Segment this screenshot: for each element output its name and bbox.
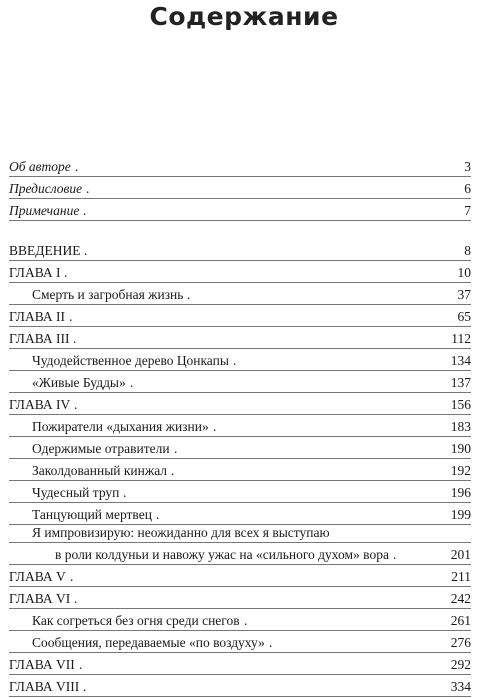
leader-dot: .	[70, 569, 74, 584]
leader-dot: .	[83, 679, 87, 694]
leader-dot: .	[233, 353, 237, 368]
leader-dot: .	[244, 613, 248, 628]
toc-entry-page: 196	[450, 485, 471, 500]
leader-dot: .	[75, 159, 79, 174]
leader-dot: .	[74, 397, 78, 412]
toc-entry	[9, 655, 471, 675]
toc-entry-page: 3	[464, 159, 471, 174]
toc-entry-page: 7	[464, 203, 471, 218]
toc-entry-title: Примечание	[9, 203, 80, 218]
leader-dot: .	[79, 657, 83, 672]
leader-dot: .	[269, 635, 273, 650]
leader-dot: .	[69, 309, 73, 324]
toc-entry-page: 10	[457, 265, 471, 280]
leader-dot: .	[156, 507, 160, 522]
toc-entry-title: Я импровизирую: неожиданно для всех я выступаю	[32, 525, 330, 540]
toc-divider	[9, 282, 471, 283]
toc-entry-page: 112	[451, 331, 471, 346]
toc-entry	[9, 201, 471, 221]
toc-entry	[9, 545, 471, 565]
toc-entry-title: ГЛАВА VIII	[9, 679, 80, 694]
toc-entry	[9, 157, 471, 177]
toc-divider	[9, 608, 471, 609]
toc-entry-title: Пожиратели «дыхания жизни»	[32, 419, 209, 434]
toc-entry	[9, 483, 471, 503]
toc-entry-title: ГЛАВА VI	[9, 591, 71, 606]
toc-entry-page: 156	[450, 397, 471, 412]
toc-entry	[9, 395, 471, 415]
toc-entry-title: ГЛАВА VII	[9, 657, 75, 672]
toc-entry-title: Как согреться без огня среди снегов	[32, 613, 240, 628]
leader-dot: .	[74, 591, 78, 606]
toc-entry-page: 292	[450, 657, 471, 672]
toc-entry	[9, 677, 471, 697]
toc-divider	[9, 326, 471, 327]
toc-entry-title: Танцующий мертвец	[32, 507, 152, 522]
leader-dot: .	[213, 419, 217, 434]
leader-dot: .	[86, 181, 90, 196]
toc-entry-title: ГЛАВА II	[9, 309, 65, 324]
toc-entry	[9, 461, 471, 481]
toc-entry	[9, 307, 471, 327]
toc-entry-title: Смерть и загробная жизнь	[32, 287, 184, 302]
toc-entry-title: в роли колдуньи и навожу ужас на «сильного духом» вора	[55, 547, 389, 562]
toc-entry-title: Чудодейственное дерево Цонкапы	[32, 353, 229, 368]
leader-dot: .	[83, 203, 87, 218]
toc-entry	[9, 417, 471, 437]
toc-entry-title: Сообщения, передаваемые «по воздуху»	[32, 635, 265, 650]
toc-entry-page: 201	[450, 547, 471, 562]
toc-divider	[9, 414, 471, 415]
leader-dot: .	[174, 441, 178, 456]
toc-entry-title: «Живые Будды»	[32, 375, 126, 390]
leader-dot: .	[64, 265, 68, 280]
toc-entry-title: Чудесный труп	[32, 485, 120, 500]
toc-entry	[9, 263, 471, 283]
leader-dot: .	[187, 287, 191, 302]
toc-entry	[9, 351, 471, 371]
toc-entry	[9, 589, 471, 609]
toc-entry	[9, 505, 471, 525]
toc-entry-page: 192	[450, 463, 471, 478]
toc-entry-page: 6	[464, 181, 471, 196]
toc-entry	[9, 523, 471, 543]
toc-entry-page: 190	[450, 441, 471, 456]
toc-entry-page: 211	[451, 569, 471, 584]
toc-entry	[9, 241, 471, 261]
toc-entry-title: Предисловие	[9, 181, 83, 196]
toc-entry	[9, 567, 471, 587]
toc-entry-title: ВВЕДЕНИЕ	[9, 243, 81, 258]
leader-dot: .	[84, 243, 88, 258]
toc-entry	[9, 611, 471, 631]
toc-entry-page: 8	[464, 243, 471, 258]
toc-entry-title: ГЛАВА V	[9, 569, 66, 584]
toc-entry-title: Об авторе	[9, 159, 71, 174]
toc-entry	[9, 285, 471, 305]
toc-entry-page: 199	[450, 507, 471, 522]
toc-entry-title: ГЛАВА IV	[9, 397, 71, 412]
toc-entry-page: 242	[450, 591, 471, 606]
toc-entry-title: ГЛАВА I	[9, 265, 61, 280]
leader-dot: .	[393, 547, 397, 562]
toc-entry-page: 65	[457, 309, 471, 324]
toc-entry	[9, 373, 471, 393]
leader-dot: .	[171, 463, 175, 478]
toc-entry-page: 183	[450, 419, 471, 434]
toc-entry-title: Заколдованный кинжал	[32, 463, 168, 478]
leader-dot: .	[73, 331, 77, 346]
leader-dot: .	[123, 485, 127, 500]
toc-entry	[9, 633, 471, 653]
toc-entry-title: ГЛАВА III	[9, 331, 70, 346]
toc-entry-page: 37	[457, 287, 471, 302]
toc-entry	[9, 439, 471, 459]
toc-entry-page: 134	[450, 353, 471, 368]
toc-entry-page: 137	[450, 375, 471, 390]
toc-entry-page: 334	[450, 679, 471, 694]
toc-entry-title: Одержимые отравители	[32, 441, 170, 456]
toc-entry	[9, 179, 471, 199]
toc-entry-page: 276	[450, 635, 471, 650]
toc-entry	[9, 329, 471, 349]
leader-dot: .	[130, 375, 134, 390]
toc-divider	[9, 586, 471, 587]
toc-entry-page: 261	[450, 613, 471, 628]
page-title: Содержание	[149, 2, 339, 31]
toc-divider	[9, 348, 471, 349]
